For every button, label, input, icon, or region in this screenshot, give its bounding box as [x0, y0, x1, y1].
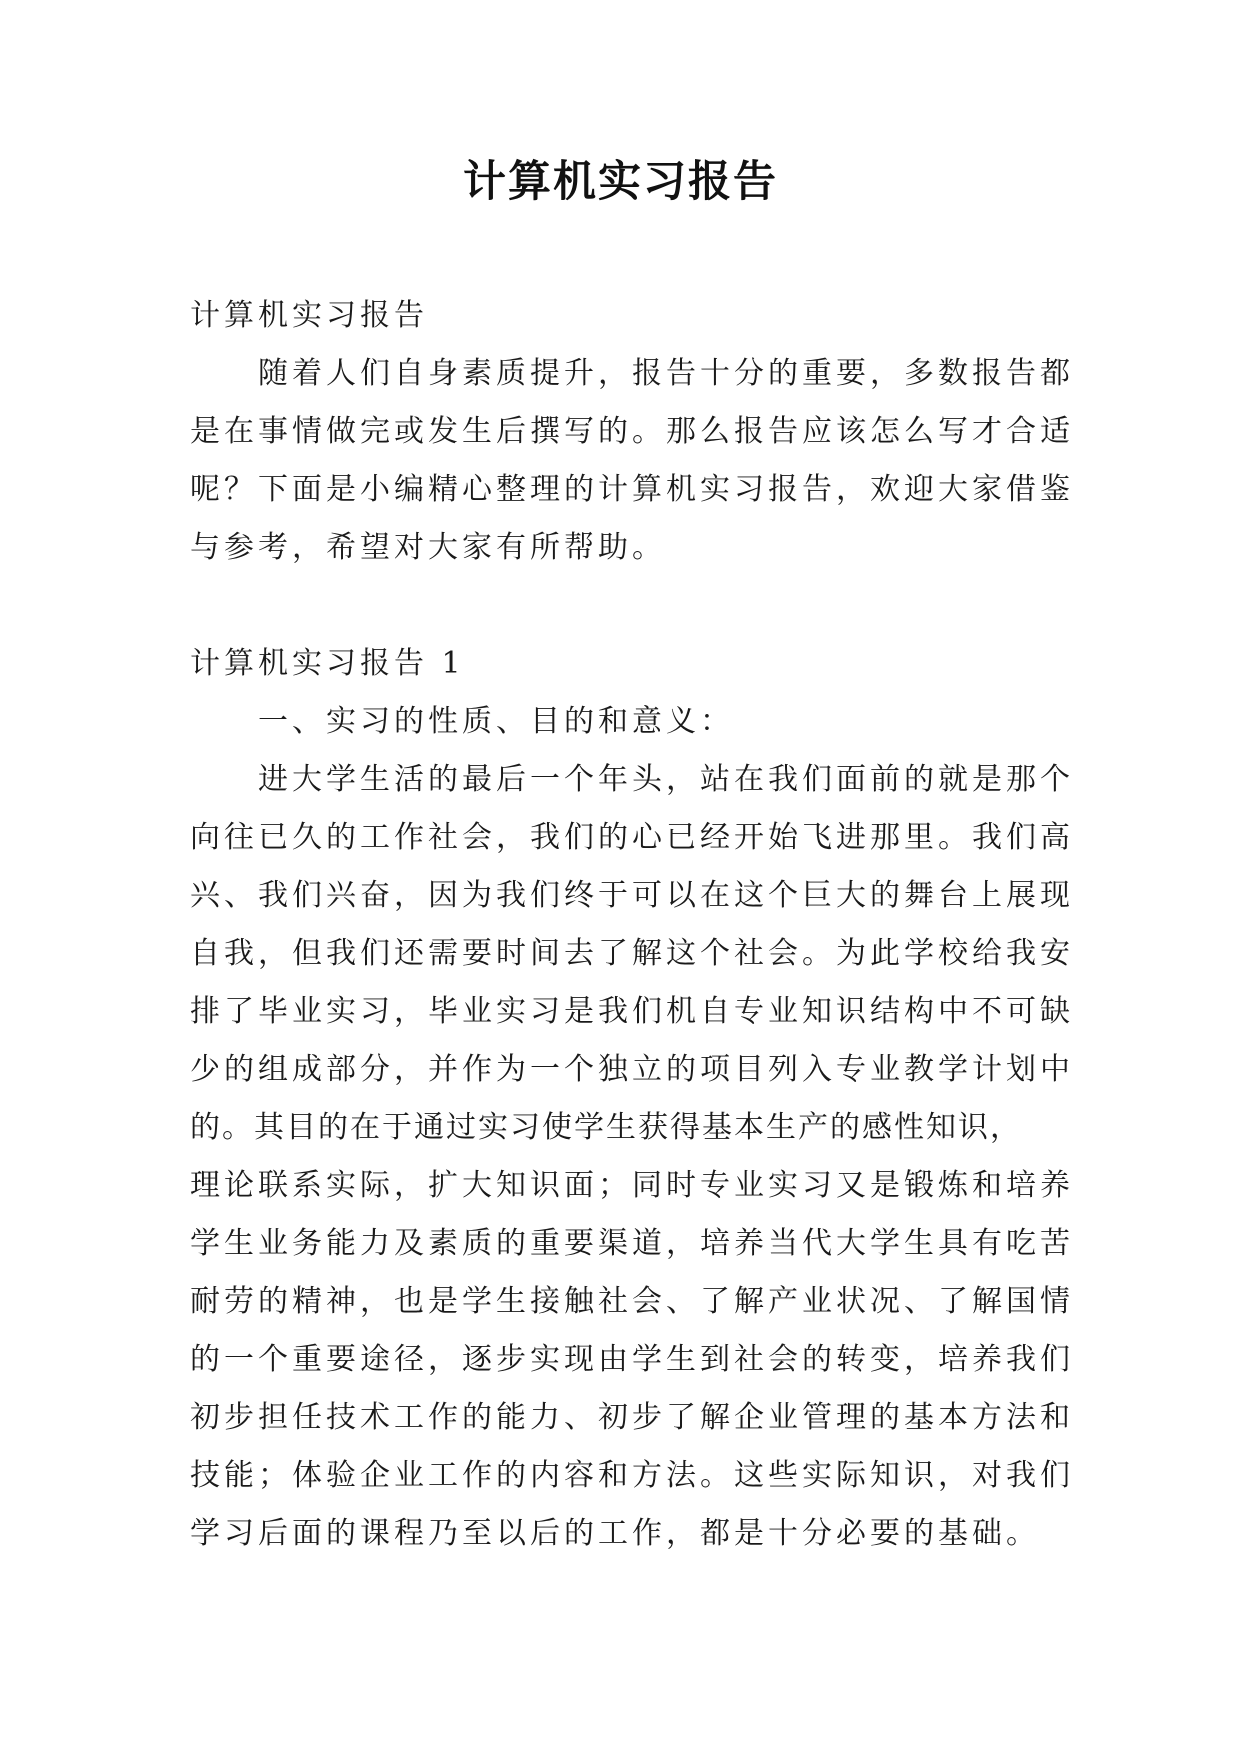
- body-line: 的一个重要途径，逐步实现由学生到社会的转变，培养我们: [190, 1342, 1074, 1377]
- body-line: 排了毕业实习，毕业实习是我们机自专业知识结构中不可缺: [190, 994, 1074, 1029]
- intro-line: 呢？下面是小编精心整理的计算机实习报告，欢迎大家借鉴: [190, 472, 1074, 507]
- body-line: 向往已久的工作社会，我们的心已经开始飞进那里。我们高: [190, 820, 1074, 855]
- document-body: [190, 287, 1074, 1563]
- body-line: 的。其目的在于通过实习使学生获得基本生产的感性知识，: [190, 1110, 1022, 1145]
- body-line: 学生业务能力及素质的重要渠道，培养当代大学生具有吃苦: [190, 1226, 1074, 1261]
- section-spacer: [190, 577, 1050, 635]
- intro-line: 随着人们自身素质提升，报告十分的重要，多数报告都: [190, 356, 1074, 391]
- intro-heading: 计算机实习报告: [190, 298, 428, 333]
- body-line: 初步担任技术工作的能力、初步了解企业管理的基本方法和: [190, 1400, 1074, 1435]
- body-line: 技能；体验企业工作的内容和方法。这些实际知识，对我们: [190, 1458, 1074, 1493]
- intro-line: 是在事情做完或发生后撰写的。那么报告应该怎么写才合适: [190, 414, 1074, 449]
- body-line: 耐劳的精神，也是学生接触社会、了解产业状况、了解国情: [190, 1284, 1074, 1319]
- body-line: 进大学生活的最后一个年头，站在我们面前的就是那个: [190, 762, 1074, 797]
- body-line: 理论联系实际，扩大知识面；同时专业实习又是锻炼和培养: [190, 1168, 1074, 1203]
- intro-line: 与参考，希望对大家有所帮助。: [190, 530, 666, 565]
- body-line: 学习后面的课程乃至以后的工作，都是十分必要的基础。: [190, 1516, 1040, 1551]
- body-line: 兴、我们兴奋，因为我们终于可以在这个巨大的舞台上展现: [190, 878, 1074, 913]
- body-line: 自我，但我们还需要时间去了解这个社会。为此学校给我安: [190, 936, 1074, 971]
- body-line: 少的组成部分，并作为一个独立的项目列入专业教学计划中: [190, 1052, 1074, 1087]
- section-subheading: 一、实习的性质、目的和意义：: [190, 704, 734, 739]
- section-heading: 计算机实习报告 1: [190, 646, 465, 681]
- document-title: 计算机实习报告: [463, 157, 778, 207]
